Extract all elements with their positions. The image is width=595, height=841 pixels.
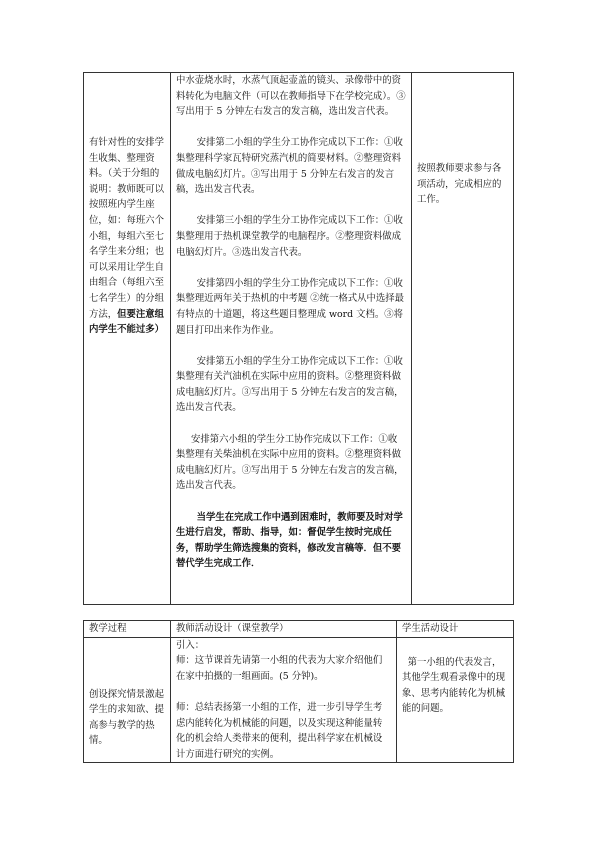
group1-continued-text: 中水壶烧水时，水蒸气顶起壶盖的镜头、录像带中的资料转化为电脑文件（可以在教师指导下在学校完成）。③写出用于 5 分钟左右发言的发言稿，选出发言代表。 xyxy=(176,75,406,118)
teacher-paragraph-2: 师：总结表扬第一小组的工作，进一步引导学生考虑内能转化为机械能的问题，以及实现这种能量转化的机会给人类带来的便利，提出科学家在机械设计方面进行研究的实例。 xyxy=(176,701,383,760)
header-process: 教学过程 xyxy=(84,621,171,638)
header-teacher-activity: 教师活动设计（课堂教学） xyxy=(171,621,397,638)
teacher-activity-cell xyxy=(171,73,412,605)
teacher-guidance-bold-text: 当学生在完成工作中遇到困难时，教师要及时对学生进行启发，帮助、指导，如：督促学生按时完成任务，帮助学生筛选搜集的资料，修改发言稿等．但不要替代学生完成工作． xyxy=(176,511,403,570)
intro-label: 引入： xyxy=(176,639,205,651)
group6-text: 安排第六小组的学生分工协作完成以下工作：①收集整理有关柴油机在实际中应用的资料。②整理资料做成电脑幻灯片。③写出用于 5 分钟左右发言的发言稿，选出发言代表。 xyxy=(176,433,404,492)
header-student-activity: 学生活动设计 xyxy=(397,621,514,638)
student-design-cell xyxy=(397,637,514,763)
purpose-cell xyxy=(84,73,171,605)
lesson-plan-table-1 xyxy=(83,72,514,605)
purpose-bold-text: 但要注意组内学生不能过多） xyxy=(89,308,165,336)
process-text: 创设探究情景激起学生的求知欲、提高参与教学的热情。 xyxy=(89,688,165,747)
student-design-text: 第一小组的代表发言，其他学生观看录像中的现象、思考内能转化为机械能的问题。 xyxy=(402,656,506,715)
group5-text: 安排第五小组的学生分工协作完成以下工作：①收集整理有关汽油机在实际中应用的资料。②整理资料做成电脑幻灯片。③写出用于 5 分钟左右发言的发言稿，选出发言代表。 xyxy=(176,355,404,414)
lesson-plan-table-2 xyxy=(83,620,514,763)
purpose-text: 有针对性的安排学生收集、整理资料。（关于分组的说明：教师既可以按照班内学生座位，如：每班六个小组，每组六至七名学生来分组；也可以采用让学生自由组合（每组六至七名学生）的分组方法， xyxy=(89,137,165,320)
group3-text: 安排第三小组的学生分工协作完成以下工作：①收集整理用于热机课堂教学的电脑程序。②整理资料做成电脑幻灯片。③选出发言代表。 xyxy=(176,215,403,258)
group4-text: 安排第四小组的学生分工协作完成以下工作：①收集整理近两年关于热机的中考题 ②统一格式从中选择最有特点的十道题，将这些题目整理成 word 文档。③将题目打印出来作为作业。 xyxy=(176,277,404,336)
student-activity-cell xyxy=(412,73,514,605)
teacher-design-cell xyxy=(171,637,397,763)
process-cell xyxy=(84,637,171,763)
teacher-paragraph-1: 师：这节课首先请第一小组的代表为大家介绍他们在家中拍摄的一组画面。(5 分钟)。 xyxy=(176,655,383,682)
group2-text: 安排第二小组的学生分工协作完成以下工作：①收集整理科学家瓦特研究蒸汽机的简要材料。②整理资料做成电脑幻灯片。③写出用于 5 分钟左右发言的发言稿，选出发言代表。 xyxy=(176,137,403,196)
student-activity-text: 按照教师要求参与各项活动，完成相应的工作。 xyxy=(417,163,502,206)
